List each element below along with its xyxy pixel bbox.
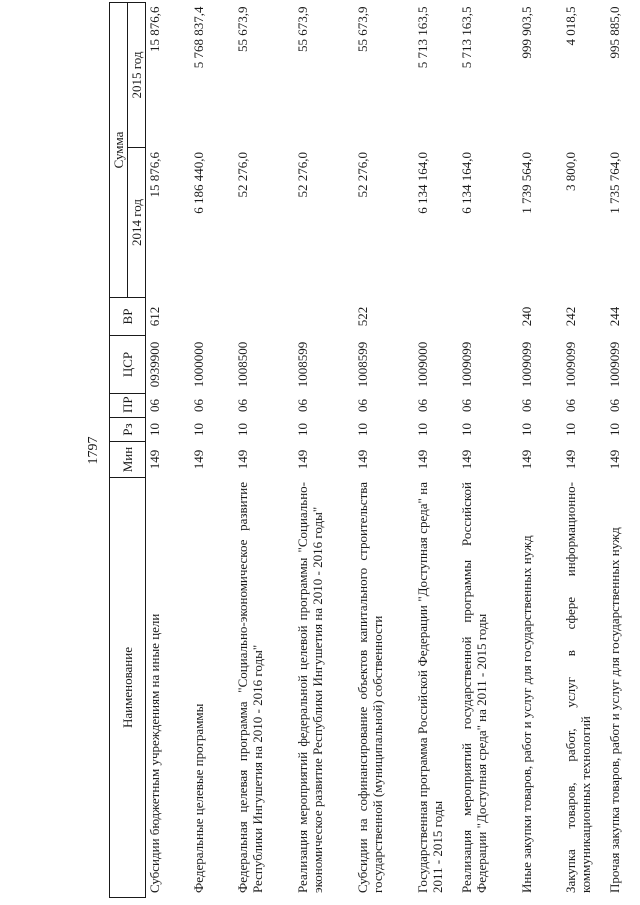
row-name: Федеральная целевая программа "Социально-экономическое развитие Республики Ингушетия на 2010 - 2016 годы" bbox=[234, 482, 265, 893]
row-min: 149 bbox=[562, 449, 578, 470]
table-row bbox=[606, 3, 640, 898]
row-2014: 1 735 764,0 bbox=[606, 152, 622, 214]
row-min: 149 bbox=[147, 449, 162, 470]
header-rz: Рз bbox=[110, 418, 146, 442]
rotated-content bbox=[85, 3, 640, 898]
row-2014: 52 276,0 bbox=[234, 152, 250, 198]
row-pr: 06 bbox=[458, 399, 474, 412]
row-rz: 10 bbox=[414, 423, 430, 436]
row-rz: 10 bbox=[234, 423, 250, 436]
row-2015: 55 673,9 bbox=[354, 6, 370, 52]
row-name: Закупка товаров, работ, услуг в сфере информационно-коммуникационных технологий bbox=[562, 482, 593, 893]
row-min: 149 bbox=[458, 449, 474, 470]
row-name: Реализация мероприятий федеральной целевой программы "Социально-экономическое развитие Республики Ингушетия на 2010 - 2016 годы" bbox=[294, 482, 325, 893]
row-2014: 15 876,6 bbox=[147, 152, 162, 198]
row-rz: 10 bbox=[190, 423, 206, 436]
row-csr: 1008599 bbox=[354, 341, 370, 388]
row-vr bbox=[414, 298, 458, 336]
row-vr: 242 bbox=[562, 306, 578, 327]
row-pr: 06 bbox=[414, 399, 430, 412]
row-min: 149 bbox=[354, 449, 370, 470]
row-rz: 10 bbox=[458, 423, 474, 436]
row-vr: 244 bbox=[606, 306, 622, 327]
row-2015: 55 673,9 bbox=[294, 6, 310, 52]
row-2015: 15 876,6 bbox=[147, 6, 162, 52]
row-2015: 5 713 163,5 bbox=[414, 6, 430, 69]
row-csr: 0939900 bbox=[147, 341, 162, 388]
row-rz: 10 bbox=[294, 423, 310, 436]
row-2014: 6 134 164,0 bbox=[414, 152, 430, 214]
header-csr: ЦСР bbox=[110, 336, 146, 394]
row-min: 149 bbox=[190, 449, 206, 470]
row-name: Федеральные целевые программы bbox=[190, 703, 206, 893]
row-2015: 5 713 163,5 bbox=[458, 6, 474, 69]
row-name: Субсидии на софинансирование объектов капитального строительства государственной (муниципальной) собственности bbox=[354, 482, 385, 893]
row-pr: 06 bbox=[294, 399, 310, 412]
row-pr: 06 bbox=[518, 399, 534, 412]
row-csr: 1009000 bbox=[414, 341, 430, 388]
header-vr: ВР bbox=[110, 298, 146, 336]
row-2014: 6 186 440,0 bbox=[190, 152, 206, 214]
row-2015: 4 018,5 bbox=[562, 6, 578, 46]
row-rz: 10 bbox=[606, 423, 622, 436]
row-vr bbox=[190, 298, 234, 336]
budget-table bbox=[109, 2, 640, 898]
table-row bbox=[294, 3, 354, 898]
row-2014: 1 739 564,0 bbox=[518, 152, 534, 214]
row-2015: 5 768 837,4 bbox=[190, 6, 206, 69]
row-2014: 52 276,0 bbox=[354, 152, 370, 198]
header-min: Мин bbox=[110, 442, 146, 478]
row-vr: 240 bbox=[518, 306, 534, 327]
row-vr bbox=[294, 298, 354, 336]
row-vr bbox=[234, 298, 294, 336]
header-2015: 2015 год bbox=[128, 3, 146, 148]
row-name: Иные закупки товаров, работ и услуг для государственных нужд bbox=[518, 535, 534, 893]
table-row bbox=[518, 3, 562, 898]
row-min: 149 bbox=[234, 449, 250, 470]
row-2015: 999 903,5 bbox=[518, 6, 534, 59]
row-csr: 1008599 bbox=[294, 341, 310, 388]
header-sum: Сумма bbox=[110, 3, 128, 298]
table-row bbox=[458, 3, 518, 898]
row-rz: 10 bbox=[562, 423, 578, 436]
row-2014: 3 800,0 bbox=[562, 152, 578, 191]
row-2014: 52 276,0 bbox=[294, 152, 310, 198]
row-name: Прочая закупка товаров, работ и услуг для государственных нужд bbox=[606, 527, 622, 893]
row-pr: 06 bbox=[606, 399, 622, 412]
row-rz: 10 bbox=[354, 423, 370, 436]
row-pr: 06 bbox=[190, 399, 206, 412]
row-csr: 1009099 bbox=[518, 341, 534, 388]
row-min: 149 bbox=[606, 449, 622, 470]
row-pr: 06 bbox=[147, 399, 162, 412]
table-row bbox=[562, 3, 606, 898]
row-min: 149 bbox=[294, 449, 310, 470]
row-name: Реализация мероприятий государственной программы Российской Федерации "Доступная среда" на 2011 - 2015 годы bbox=[458, 482, 489, 893]
row-rz: 10 bbox=[518, 423, 534, 436]
header-name: Наименование bbox=[110, 478, 146, 898]
row-vr: 522 bbox=[354, 306, 370, 327]
row-csr: 1008500 bbox=[234, 341, 250, 388]
header-pr: ПР bbox=[110, 394, 146, 418]
row-pr: 06 bbox=[354, 399, 370, 412]
row-csr: 1009099 bbox=[458, 341, 474, 388]
row-2014: 6 134 164,0 bbox=[458, 152, 474, 214]
row-pr: 06 bbox=[234, 399, 250, 412]
row-min: 149 bbox=[414, 449, 430, 470]
row-rz: 10 bbox=[147, 423, 162, 436]
page-number: 1797 bbox=[86, 436, 101, 465]
table-row bbox=[146, 3, 190, 898]
row-csr: 1009099 bbox=[562, 341, 578, 388]
row-min: 149 bbox=[518, 449, 534, 470]
header-2014: 2014 год bbox=[128, 148, 146, 298]
row-vr bbox=[458, 298, 518, 336]
row-2015: 995 885,0 bbox=[606, 6, 622, 59]
row-2015: 55 673,9 bbox=[234, 6, 250, 52]
row-name: Субсидии бюджетным учреждениям на иные цели bbox=[147, 613, 162, 893]
table-row bbox=[190, 3, 234, 898]
row-csr: 1000000 bbox=[190, 341, 206, 388]
table-row bbox=[354, 3, 414, 898]
table-row bbox=[234, 3, 294, 898]
row-name: Государственная программа Российской Федерации "Доступная среда" на 2011 - 2015 годы bbox=[414, 482, 445, 893]
row-pr: 06 bbox=[562, 399, 578, 412]
row-csr: 1009099 bbox=[606, 341, 622, 388]
row-vr: 612 bbox=[147, 306, 162, 327]
table-row bbox=[414, 3, 458, 898]
